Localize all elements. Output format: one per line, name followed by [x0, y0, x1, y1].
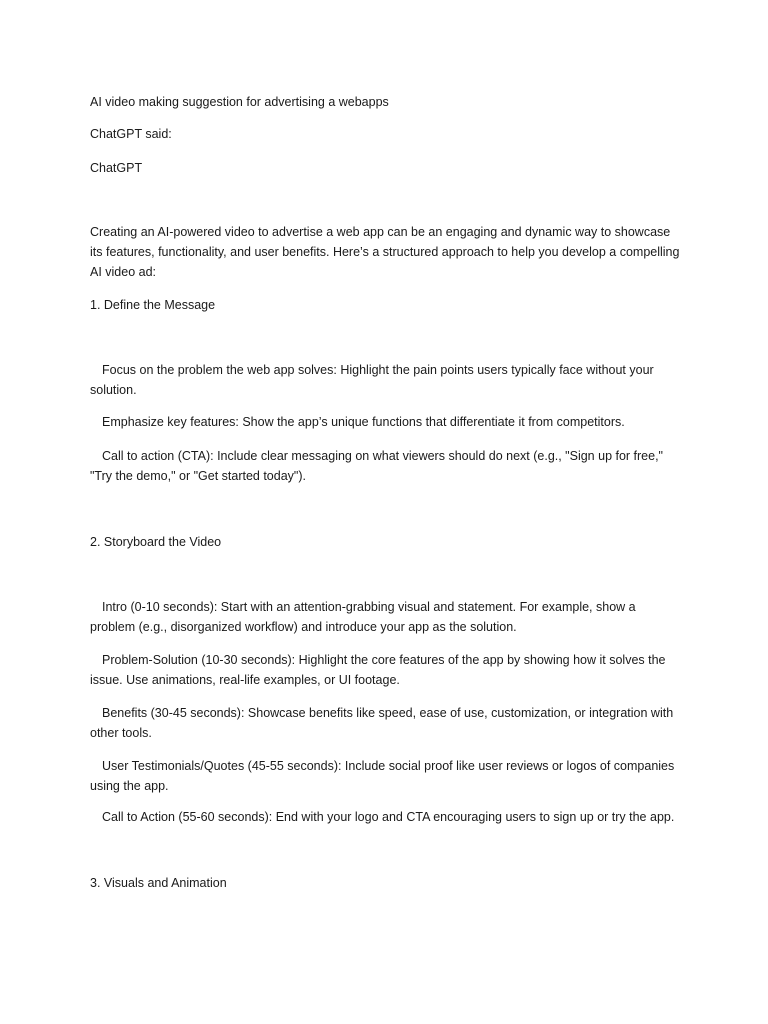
section2-heading: 2. Storyboard the Video: [90, 535, 222, 549]
section1-item: Call to action (CTA): Include clear messaging on what viewers should do next (e.g., "Sign up for free," "Try the demo," or "Get started today").: [90, 449, 663, 483]
section3-heading: 3. Visuals and Animation: [90, 876, 227, 890]
intro-paragraph: Creating an AI-powered video to advertise a web app can be an engaging and dynamic way to showcase its features, functionality, and user benefits. Here’s a structured approach to help you develop a compelling AI video ad:: [90, 225, 680, 279]
section2-item: User Testimonials/Quotes (45-55 seconds): Include social proof like user reviews or logos of companies using the app.: [90, 759, 675, 793]
section1-item: Emphasize key features: Show the app’s unique functions that differentiate it from competitors.: [102, 415, 625, 429]
section2-item: Call to Action (55-60 seconds): End with your logo and CTA encouraging users to sign up or try the app.: [102, 810, 675, 824]
document-title: AI video making suggestion for advertising a webapps: [90, 95, 389, 109]
section1-heading: 1. Define the Message: [90, 298, 216, 312]
said-label: ChatGPT said:: [90, 127, 172, 141]
author-label: ChatGPT: [90, 161, 143, 175]
section2-item: Problem-Solution (10-30 seconds): Highlight the core features of the app by showing how it solves the issue. Use animations, real-life examples, or UI footage.: [90, 653, 666, 687]
section1-item: Focus on the problem the web app solves: Highlight the pain points users typically face without your solution.: [90, 363, 654, 397]
section2-item: Intro (0-10 seconds): Start with an attention-grabbing visual and statement. For example, show a problem (e.g., disorganized workflow) and introduce your app as the solution.: [90, 600, 636, 634]
section2-item: Benefits (30-45 seconds): Showcase benefits like speed, ease of use, customization, or integration with other tools.: [90, 706, 674, 740]
